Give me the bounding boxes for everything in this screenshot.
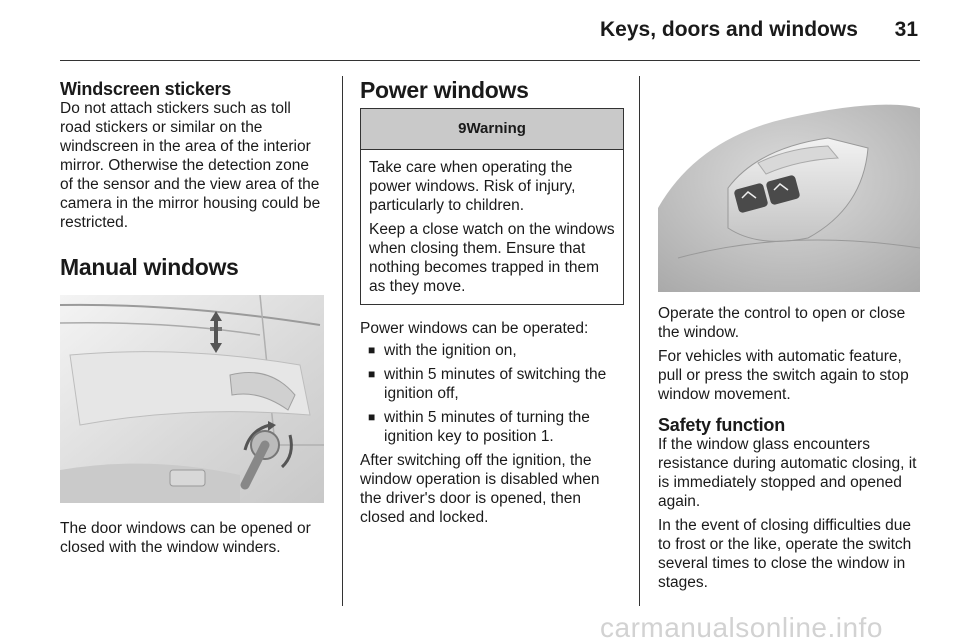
warning-text-2: Keep a close watch on the windows when closing them. Ensure that nothing becomes trapped in them as they move. — [369, 221, 615, 295]
header-title: Keys, doors and windows — [600, 18, 858, 41]
warning-title: Warning — [466, 120, 526, 137]
column-middle — [360, 76, 624, 527]
bullet-icon: ■ — [368, 367, 376, 381]
heading-windscreen-stickers: Windscreen stickers — [60, 79, 232, 99]
list-item: ■ with the ignition on, — [368, 342, 517, 359]
text-windscreen-stickers: Do not attach stickers such as toll road stickers or similar on the windscreen in the area of the interior mirror. Otherwise the detection zone of the sensor and the view area of the camera in the mirror housing could be restricted. — [60, 100, 321, 231]
warning-box — [360, 108, 624, 305]
heading-power-windows: Power windows — [360, 77, 529, 103]
text-manual-windows: The door windows can be opened or closed with the window winders. — [60, 520, 311, 556]
text-power-intro: Power windows can be operated: — [360, 320, 589, 337]
page-number: 31 — [894, 18, 918, 41]
column-divider-left — [342, 76, 343, 606]
list-item: ■ within 5 minutes of turning the ignition key to position 1. — [368, 409, 590, 445]
bullet-icon: ■ — [368, 410, 376, 424]
text-automatic-feature: For vehicles with automatic feature, pull or press the switch again to stop window movement. — [658, 348, 909, 403]
heading-safety-function: Safety function — [658, 415, 786, 435]
column-divider-right — [639, 76, 640, 606]
text-power-after: After switching off the ignition, the window operation is disabled when the driver's door is opened, then closed and locked. — [360, 452, 600, 526]
watermark: carmanualsonline.info — [600, 612, 883, 643]
column-right — [658, 76, 922, 592]
bullet-icon: ■ — [368, 343, 376, 357]
column-left — [60, 76, 326, 557]
warning-body — [361, 150, 623, 304]
power-window-switch-illustration — [658, 78, 920, 292]
text-operate-control: Operate the control to open or close the window. — [658, 305, 906, 341]
warning-header — [361, 109, 623, 150]
manual-window-winder-illustration — [60, 295, 324, 503]
heading-manual-windows: Manual windows — [60, 254, 239, 280]
power-conditions-list — [360, 341, 624, 446]
warning-text-1: Take care when operating the power windows. Risk of injury, particularly to children. — [369, 159, 576, 214]
text-safety-1: If the window glass encounters resistance during automatic closing, it is immediately stopped and opened again. — [658, 436, 917, 510]
warning-icon: 9 — [458, 120, 467, 137]
list-item: ■ within 5 minutes of switching the ignition off, — [368, 366, 607, 402]
header-rule — [60, 60, 920, 61]
text-safety-2: In the event of closing difficulties due to frost or the like, operate the switch several times to close the window in stages. — [658, 517, 912, 591]
